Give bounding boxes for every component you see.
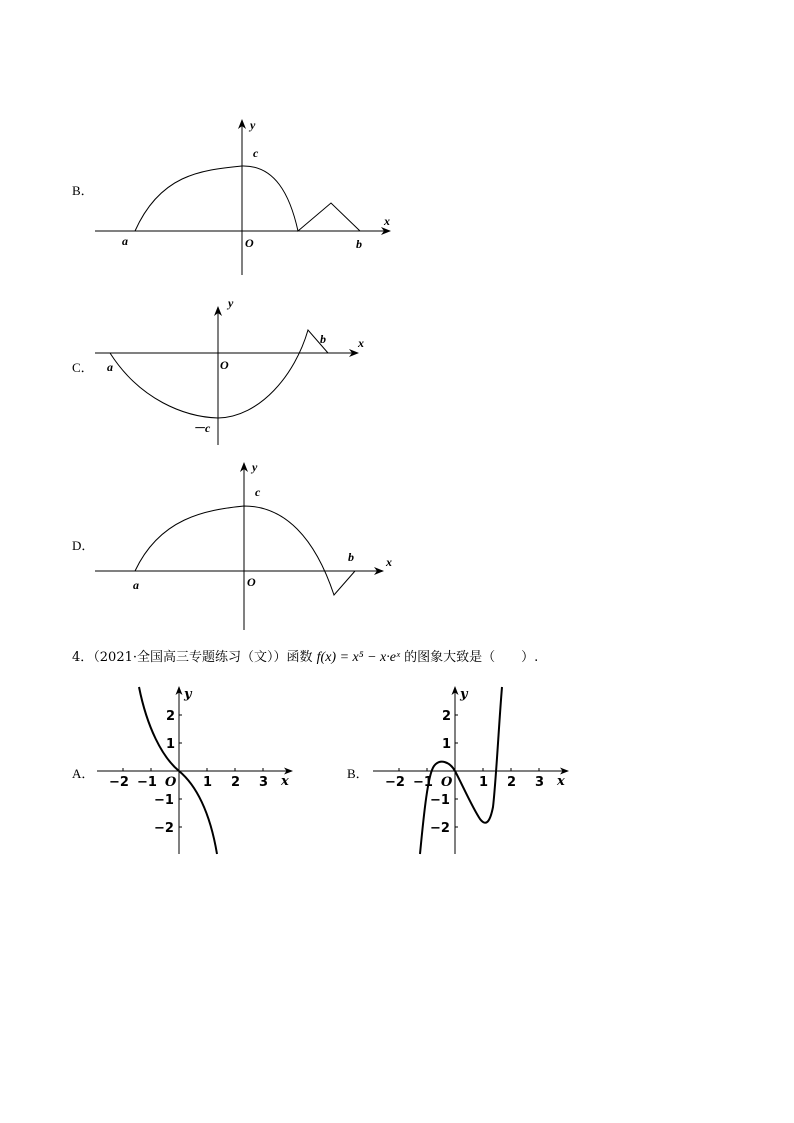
y-label: y bbox=[250, 118, 256, 132]
x-tick-label: −2 bbox=[385, 775, 405, 790]
neg-c-label: －c bbox=[193, 421, 211, 435]
a-label: a bbox=[133, 578, 139, 592]
b-label: b bbox=[356, 237, 362, 251]
x-label: x bbox=[384, 214, 390, 228]
x-tick-label: −2 bbox=[109, 775, 129, 790]
y-tick-label: 2 bbox=[166, 709, 176, 724]
curve bbox=[110, 330, 328, 418]
c-label: c bbox=[253, 146, 259, 160]
x-tick-label: 3 bbox=[535, 775, 545, 790]
x-label: x bbox=[358, 336, 364, 350]
question-4-text bbox=[72, 646, 538, 666]
x-tick-label: −1 bbox=[137, 775, 157, 790]
option-c-graph bbox=[90, 295, 390, 455]
x-axis-label: x bbox=[557, 774, 565, 789]
y-tick-label: −1 bbox=[430, 793, 450, 808]
x-tick-label: 1 bbox=[479, 775, 489, 790]
c-label: c bbox=[255, 485, 261, 499]
y-tick-label: −1 bbox=[154, 793, 174, 808]
a-label: a bbox=[122, 234, 128, 248]
origin-label: O bbox=[441, 775, 453, 790]
x-tick-label: 2 bbox=[231, 775, 241, 790]
y-tick-label: −2 bbox=[430, 821, 450, 836]
y-label: y bbox=[228, 296, 234, 310]
b-label: b bbox=[348, 550, 354, 564]
q4-option-b-graph bbox=[368, 682, 578, 857]
option-c-label: C． bbox=[72, 360, 94, 375]
y-axis-label: y bbox=[184, 687, 192, 702]
y-axis-label: y bbox=[460, 687, 468, 702]
origin-label: O bbox=[247, 575, 256, 589]
y-tick-label: 1 bbox=[442, 737, 452, 752]
x-tick-label: 1 bbox=[203, 775, 213, 790]
y-tick-label: 2 bbox=[442, 709, 452, 724]
x-tick-label: 3 bbox=[259, 775, 269, 790]
option-b-label: B． bbox=[72, 183, 94, 198]
question-suffix: 的图象大致是（ ）. bbox=[404, 650, 539, 665]
y-tick-label: −2 bbox=[154, 821, 174, 836]
option-b-graph bbox=[90, 115, 410, 285]
curve bbox=[135, 166, 360, 231]
curve bbox=[135, 506, 355, 595]
origin-label: O bbox=[245, 236, 254, 250]
option-d-graph bbox=[90, 458, 410, 633]
x-axis-label: x bbox=[281, 774, 289, 789]
x-label: x bbox=[386, 555, 392, 569]
question-source: （2021·全国高三专题练习（文）） bbox=[93, 650, 287, 665]
b-label: b bbox=[320, 332, 326, 346]
origin-label: O bbox=[220, 358, 229, 372]
q4-option-b-label: B． bbox=[347, 766, 369, 781]
y-label: y bbox=[252, 460, 258, 474]
origin-label: O bbox=[165, 775, 177, 790]
y-tick-label: 1 bbox=[166, 737, 176, 752]
a-label: a bbox=[107, 360, 113, 374]
q4-option-a-graph bbox=[92, 682, 302, 857]
q4-option-a-label: A． bbox=[72, 766, 95, 781]
question-formula: f(x) = x⁵ − x·eˣ bbox=[316, 650, 400, 665]
option-d-label: D． bbox=[72, 538, 95, 553]
x-tick-label: −1 bbox=[413, 775, 433, 790]
question-prefix: 函数 bbox=[286, 650, 313, 665]
x-tick-label: 2 bbox=[507, 775, 517, 790]
question-number: 4． bbox=[72, 650, 94, 665]
